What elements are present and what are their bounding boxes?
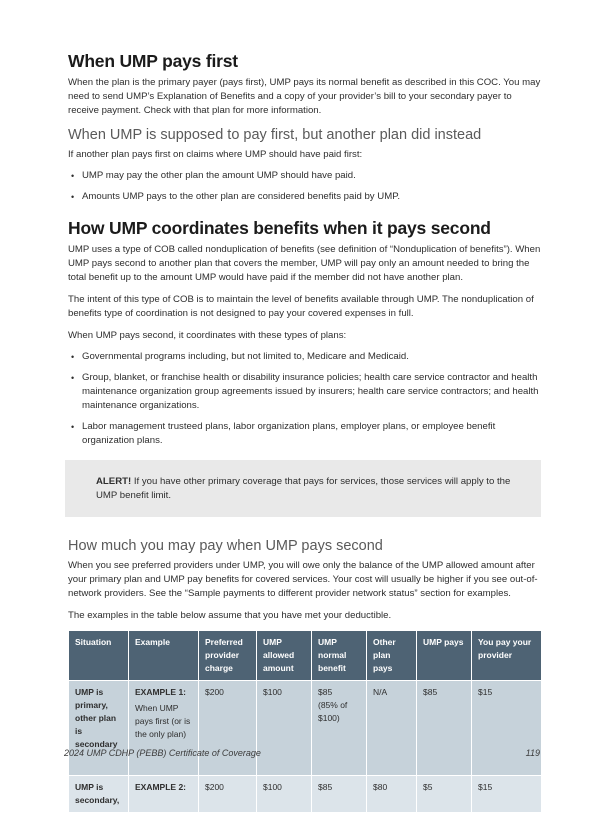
cell-example: EXAMPLE 2: bbox=[129, 776, 199, 813]
bullet-list-supposed bbox=[68, 169, 541, 204]
paragraph-pays-first: When the plan is the primary payer (pays first), UMP pays its normal benefit as described in this COC. You may need to send UMP’s Explanation of Benefits and a copy of your provider’s bill to your secondary payer to receive payment. Check with that plan for more information. bbox=[68, 77, 541, 116]
col-header-other-plan-pays: Other plan pays bbox=[367, 631, 417, 681]
cell-example: EXAMPLE 1: When UMP pays first (or is the only plan) bbox=[129, 681, 199, 776]
footer-document-title: 2024 UMP CDHP (PEBB) Certificate of Coverage bbox=[64, 748, 261, 758]
cell-other-plan-pays: $80 bbox=[367, 776, 417, 813]
payment-examples-table bbox=[68, 630, 542, 813]
alert-box bbox=[65, 460, 541, 517]
cell-you-pay-your-provider: $15 bbox=[472, 776, 542, 813]
cell-you-pay-your-provider: $15 bbox=[472, 681, 542, 776]
cell-preferred-provider-charge: $200 bbox=[199, 681, 257, 776]
cell-situation: UMP is secondary, bbox=[69, 776, 129, 813]
paragraph-cob-2: The intent of this type of COB is to maintain the level of benefits available through UMP. The nonduplication of benefits type of coordination is not designed to pay your covered expenses in full. bbox=[68, 294, 534, 319]
col-header-situation: Situation bbox=[69, 631, 129, 681]
table-row bbox=[69, 681, 542, 776]
table-header-row bbox=[69, 631, 542, 681]
footer-page-number: 119 bbox=[525, 748, 540, 758]
cell-situation: UMP is primary, other plan is secondary bbox=[69, 681, 129, 776]
col-header-ump-normal-benefit: UMP normal benefit bbox=[312, 631, 367, 681]
col-header-you-pay-your-provider: You pay your provider bbox=[472, 631, 542, 681]
cell-ump-pays: $5 bbox=[417, 776, 472, 813]
cell-preferred-provider-charge: $200 bbox=[199, 776, 257, 813]
cell-ump-allowed-amount: $100 bbox=[257, 776, 312, 813]
paragraph-supposed-intro: If another plan pays first on claims where UMP should have paid first: bbox=[68, 149, 363, 160]
col-header-ump-pays: UMP pays bbox=[417, 631, 472, 681]
cell-other-plan-pays: N/A bbox=[367, 681, 417, 776]
table-row bbox=[69, 776, 542, 813]
list-item: • Amounts UMP pays to the other plan are considered benefits paid by UMP. bbox=[68, 190, 541, 204]
heading-coordinates-second: How UMP coordinates benefits when it pays second bbox=[68, 218, 491, 238]
subheading-supposed-to-pay-first: When UMP is supposed to pay first, but another plan did instead bbox=[68, 127, 482, 143]
cell-ump-normal-benefit: $85 (85% of $100) bbox=[312, 681, 367, 776]
col-header-example: Example bbox=[129, 631, 199, 681]
bullet-list-plan-types bbox=[68, 350, 541, 448]
list-item: • Group, blanket, or franchise health or disability insurance policies; health care service contractor and health maintenance organization group agreements issued by insurers; health care service contractors; and health maintenance organizations. bbox=[68, 371, 541, 413]
paragraph-cob-3: When UMP pays second, it coordinates with these types of plans: bbox=[68, 330, 347, 341]
col-header-ump-allowed-amount: UMP allowed amount bbox=[257, 631, 312, 681]
subheading-how-much: How much you may pay when UMP pays second bbox=[68, 538, 383, 554]
cell-ump-pays: $85 bbox=[417, 681, 472, 776]
document-content bbox=[68, 50, 541, 813]
heading-when-ump-pays-first: When UMP pays first bbox=[68, 51, 238, 71]
paragraph-how-much-1: When you see preferred providers under UMP, you will owe only the balance of the UMP allowed amount after your primary plan and UMP pay benefits for covered services. Your cost will usually be higher if you see out-of-network providers. See the “Sample payments to different provider network status” section for examples. bbox=[68, 560, 538, 599]
alert-text: ALERT! If you have other primary coverage that pays for services, those services will apply to the UMP benefit limit. bbox=[96, 476, 511, 501]
cell-ump-normal-benefit: $85 bbox=[312, 776, 367, 813]
alert-label: ALERT! bbox=[96, 476, 132, 487]
list-item: • Governmental programs including, but not limited to, Medicare and Medicaid. bbox=[68, 350, 541, 364]
col-header-preferred-provider-charge: Preferred provider charge bbox=[199, 631, 257, 681]
paragraph-how-much-2: The examples in the table below assume that you have met your deductible. bbox=[68, 610, 392, 621]
list-item: • UMP may pay the other plan the amount UMP should have paid. bbox=[68, 169, 541, 183]
page-footer bbox=[64, 748, 540, 758]
paragraph-cob-1: UMP uses a type of COB called nonduplication of benefits (see definition of “Nonduplication of benefits”). When UMP pays second to another plan that covers the member, UMP will pay only an amount needed to bring the total benefit up to the amount UMP would have paid if the member did not have another plan. bbox=[68, 244, 541, 283]
cell-ump-allowed-amount: $100 bbox=[257, 681, 312, 776]
list-item: • Labor management trusteed plans, labor organization plans, employer plans, or employee benefit organization plans. bbox=[68, 420, 541, 448]
